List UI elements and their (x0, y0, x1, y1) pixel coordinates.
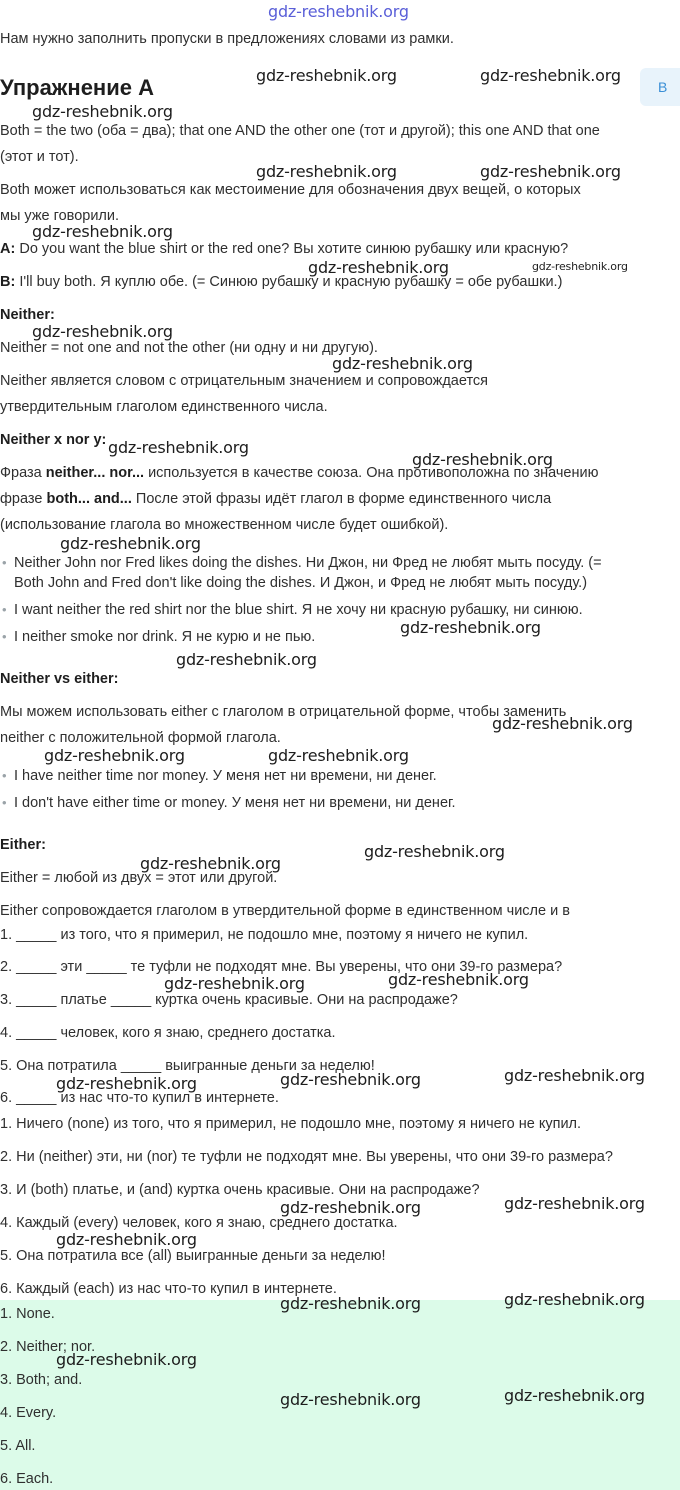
watermark: gdz-reshebnik.org (32, 322, 173, 341)
task-sentence: 1. _____ из того, что я примерил, не подошло мне, поэтому я ничего не купил. (0, 927, 529, 943)
intro-text: Нам нужно заполнить пропуски в предложениях словами из рамки. (0, 31, 454, 47)
watermark: gdz-reshebnik.org (280, 1390, 421, 1409)
variant-b-button[interactable]: B (640, 68, 680, 106)
neither-usage-line2: утвердительным глаголом единственного числа. (0, 399, 328, 415)
both-usage-line2: мы уже говорили. (0, 208, 120, 224)
neither-definition: Neither = not one and not the other (ни одну и ни другую). (0, 340, 378, 356)
watermark: gdz-reshebnik.org (532, 260, 628, 273)
watermark: gdz-reshebnik.org (32, 222, 173, 241)
either-definition: Either = любой из двух = этот или другой. (0, 870, 278, 886)
phrase-line2: фразе both... and... После этой фразы идёт глагол в форме единственного числа (0, 491, 552, 507)
watermark: gdz-reshebnik.org (44, 746, 185, 765)
neither-vs-either-line1: Мы можем использовать either с глаголом в отрицательной форме, чтобы заменить (0, 704, 567, 720)
watermark: gdz-reshebnik.org (280, 1294, 421, 1313)
phrase-line3: (использование глагола во множественном числе будет ошибкой). (0, 517, 449, 533)
watermark: gdz-reshebnik.org (56, 1350, 197, 1369)
speaker-b: B: (0, 274, 16, 290)
speaker-a: A: (0, 241, 16, 257)
watermark: gdz-reshebnik.org (388, 970, 529, 989)
task-sentence: 3. _____ платье _____ куртка очень красивые. Они на распродаже? (0, 992, 458, 1008)
watermark: gdz-reshebnik.org (280, 1198, 421, 1217)
watermark: gdz-reshebnik.org (504, 1386, 645, 1405)
both-definition-line2: (этот и тот). (0, 149, 79, 165)
watermark: gdz-reshebnik.org (256, 162, 397, 181)
filled-sentence: 5. Она потратила все (all) выигранные деньги за неделю! (0, 1248, 386, 1264)
filled-sentence: 2. Ни (neither) эти, ни (nor) те туфли не подходят мне. Вы уверены, что они 39-го размера? (0, 1149, 613, 1165)
task-sentence: 6. _____ из нас что-то купил в интернете. (0, 1090, 279, 1106)
watermark: gdz-reshebnik.org (412, 450, 553, 469)
watermark: gdz-reshebnik.org (108, 438, 249, 457)
dialog-line-a (0, 240, 568, 258)
watermark: gdz-reshebnik.org (364, 842, 505, 861)
list-item: • I don't have either time or money. У меня нет ни времени, ни денег. (14, 793, 456, 813)
watermark: gdz-reshebnik.org (400, 618, 541, 637)
either-usage: Either сопровождается глаголом в утвердительной форме в единственном числе и в (0, 903, 570, 919)
either-heading: Either: (0, 837, 46, 853)
neither-vs-either-line2: neither с положительной формой глагола. (0, 730, 281, 746)
exercise-heading: Упражнение А (0, 75, 154, 100)
answer-item: 6. Each. (0, 1471, 54, 1487)
watermark: gdz-reshebnik.org (56, 1230, 197, 1249)
neither-heading: Neither: (0, 307, 55, 323)
neither-usage-line1: Neither является словом с отрицательным значением и сопровождается (0, 373, 489, 389)
dialog-line-b (0, 273, 562, 291)
watermark: gdz-reshebnik.org (280, 1070, 421, 1089)
watermark: gdz-reshebnik.org (308, 258, 449, 277)
watermark: gdz-reshebnik.org (504, 1290, 645, 1309)
dialog-a-text: Do you want the blue shirt or the red one? Вы хотите синюю рубашку или красную? (15, 241, 569, 257)
both-usage-line1: Both может использоваться как местоимение для обозначения двух вещей, о которых (0, 182, 581, 198)
answer-item: 3. Both; and. (0, 1372, 83, 1388)
watermark: gdz-reshebnik.org (504, 1066, 645, 1085)
watermark: gdz-reshebnik.org (504, 1194, 645, 1213)
filled-sentence: 3. И (both) платье, и (and) куртка очень красивые. Они на распродаже? (0, 1182, 480, 1198)
task-sentence: 2. _____ эти _____ те туфли не подходят мне. Вы уверены, что они 39-го размера? (0, 959, 563, 975)
watermark-top: gdz-reshebnik.org (268, 2, 409, 21)
list-item: • I want neither the red shirt nor the blue shirt. Я не хочу ни красную рубашку, ни синюю. (14, 600, 583, 620)
neither-nor-heading: Neither x nor y: (0, 432, 107, 448)
list-item: • I have neither time nor money. У меня нет ни времени, ни денег. (14, 766, 437, 786)
watermark: gdz-reshebnik.org (32, 102, 173, 121)
list-item: • I neither smoke nor drink. Я не курю и не пью. (14, 627, 315, 647)
task-sentence: 5. Она потратила _____ выигранные деньги за неделю! (0, 1058, 375, 1074)
neither-vs-either-heading: Neither vs either: (0, 671, 119, 687)
task-sentence: 4. _____ человек, кого я знаю, среднего достатка. (0, 1025, 336, 1041)
watermark: gdz-reshebnik.org (164, 974, 305, 993)
answer-item: 4. Every. (0, 1405, 57, 1421)
watermark: gdz-reshebnik.org (176, 650, 317, 669)
filled-sentence: 6. Каждый (each) из нас что-то купил в интернете. (0, 1281, 337, 1297)
watermark: gdz-reshebnik.org (480, 66, 621, 85)
answer-item: 5. All. (0, 1438, 36, 1454)
watermark: gdz-reshebnik.org (56, 1074, 197, 1093)
answer-item: 1. None. (0, 1306, 55, 1322)
both-definition-line1: Both = the two (оба = два); that one AND the other one (тот и другой); this one AND that one (0, 123, 600, 139)
watermark: gdz-reshebnik.org (492, 714, 633, 733)
dialog-b-text: I'll buy both. Я куплю обе. (= Синюю рубашку и красную рубашку = обе рубашки.) (15, 274, 563, 290)
watermark: gdz-reshebnik.org (268, 746, 409, 765)
watermark: gdz-reshebnik.org (60, 534, 201, 553)
watermark: gdz-reshebnik.org (256, 66, 397, 85)
phrase-line1: Фраза neither... nor... используется в качестве союза. Она противоположна по значению (0, 465, 599, 481)
watermark: gdz-reshebnik.org (332, 354, 473, 373)
watermark: gdz-reshebnik.org (480, 162, 621, 181)
filled-sentence: 1. Ничего (none) из того, что я примерил, не подошло мне, поэтому я ничего не купил. (0, 1116, 582, 1132)
watermark: gdz-reshebnik.org (140, 854, 281, 873)
filled-sentence: 4. Каждый (every) человек, кого я знаю, среднего достатка. (0, 1215, 398, 1231)
list-item: • Neither John nor Fred likes doing the dishes. Ни Джон, ни Фред не любят мыть посуду. (= Both John and Fred don't like doing the dishes. И Джон, и Фред не любят мыть посуду.) (14, 553, 602, 593)
answer-item: 2. Neither; nor. (0, 1339, 96, 1355)
